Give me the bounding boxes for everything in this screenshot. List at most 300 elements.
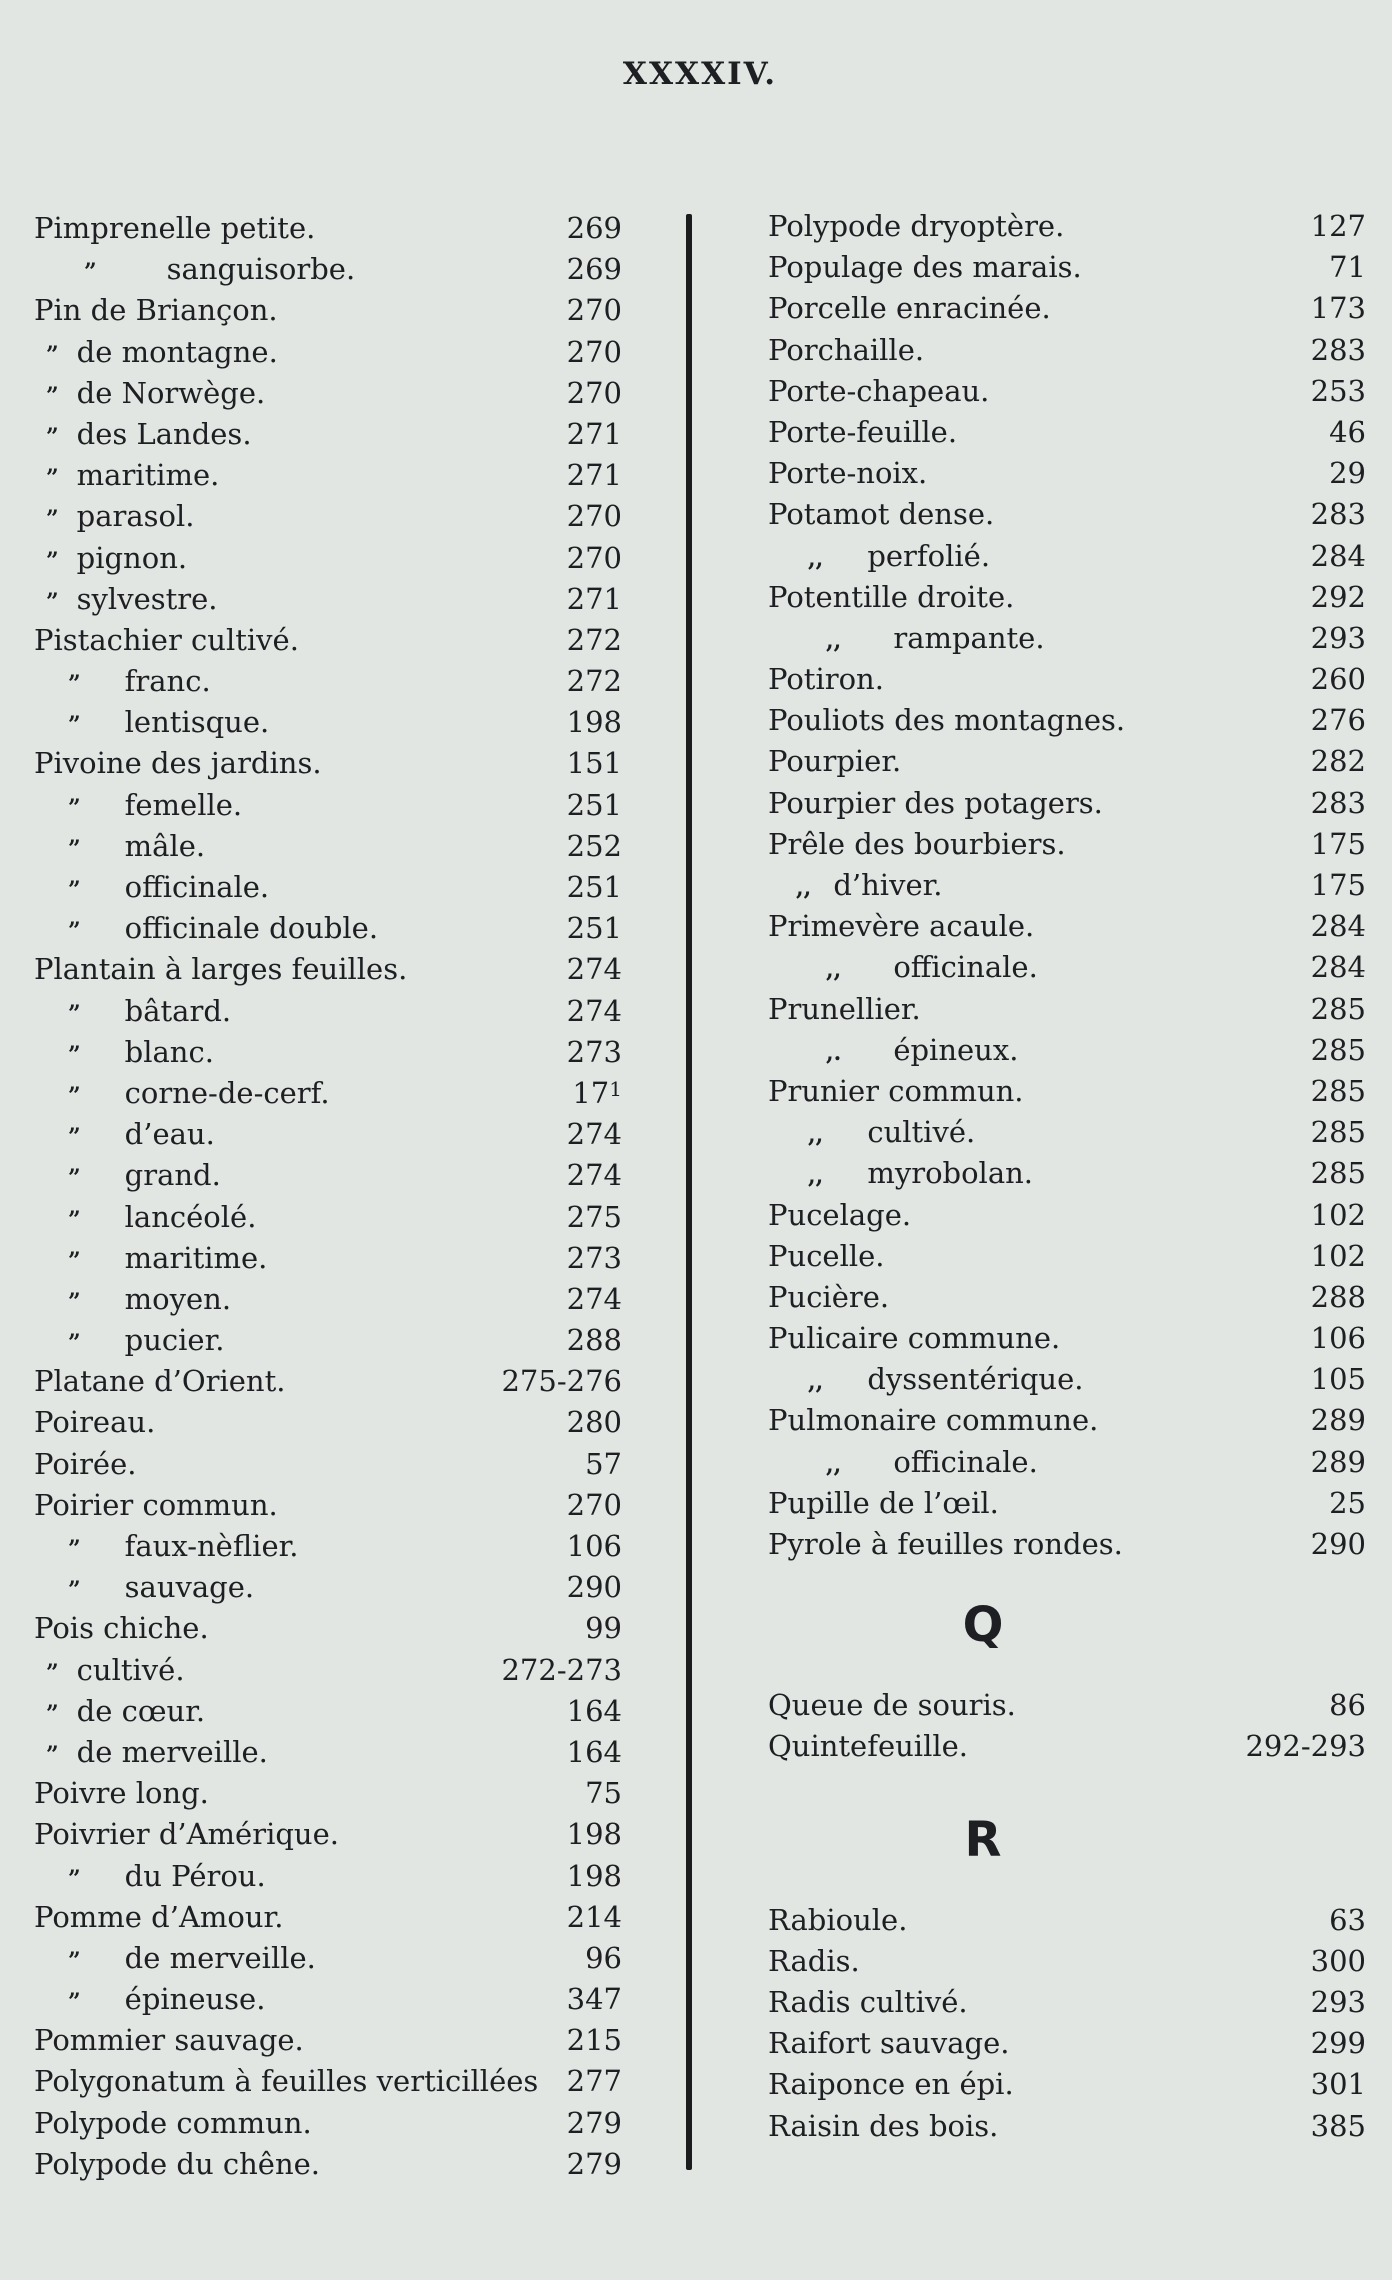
- entry-text: sauvage.: [124, 1570, 255, 1605]
- ditto-mark: ”: [68, 1165, 81, 1192]
- entry-page: [1311, 1442, 1366, 1483]
- entry-text: officinale double.: [124, 911, 379, 946]
- entry-page: [1311, 206, 1366, 247]
- entry-text: Pouliots des montagnes.: [768, 703, 1126, 738]
- entry-text: officinale.: [893, 1444, 1038, 1479]
- entry-page-number: 285: [1310, 1115, 1366, 1150]
- entry-text: Poirier commun.: [34, 1487, 278, 1522]
- entry-page-number: 271: [566, 416, 622, 451]
- index-entry: [768, 1236, 1366, 1277]
- ditto-mark: ,,: [826, 627, 842, 654]
- entry-page-number: 274: [566, 1117, 622, 1152]
- index-entry: [768, 288, 1366, 329]
- entry-page: [1311, 2064, 1366, 2105]
- entry-page-number: 270: [566, 1487, 622, 1522]
- index-entry: [34, 620, 622, 661]
- entry-text: parasol.: [76, 499, 195, 534]
- entry-page-number: 151: [566, 746, 622, 781]
- entry-label: [34, 2061, 538, 2102]
- entry-page-number: 272: [566, 622, 622, 657]
- entry-text: officinale.: [893, 950, 1038, 985]
- entry-page-number: 127: [1310, 209, 1366, 243]
- entry-page: [567, 1197, 622, 1238]
- right-column: [768, 206, 1366, 2147]
- entry-label: [34, 949, 407, 990]
- entry-page-number: 198: [566, 1817, 622, 1852]
- entry-page: [567, 414, 622, 455]
- entry-page: [1311, 1359, 1366, 1400]
- entry-page-number: 271: [566, 458, 622, 493]
- ditto-mark: ”: [68, 794, 81, 821]
- entry-page-number: 71: [1329, 250, 1366, 285]
- index-entry: [34, 414, 622, 455]
- index-entry: [768, 536, 1366, 577]
- section-gap: [768, 1657, 1366, 1685]
- entry-page: [1311, 865, 1366, 906]
- entry-page-number: 289: [1310, 1444, 1366, 1479]
- entry-page: [1311, 494, 1366, 535]
- entry-label: [768, 412, 957, 453]
- entry-label: [68, 1856, 266, 1900]
- entry-page: [1329, 1900, 1366, 1941]
- entry-page-number: 283: [1310, 332, 1366, 367]
- entry-text: Prunellier.: [768, 991, 921, 1026]
- entry-label: [768, 1726, 968, 1767]
- index-entry: [34, 1114, 622, 1155]
- entry-text: sanguisorbe.: [166, 252, 356, 287]
- entry-page-number: 105: [1310, 1362, 1366, 1397]
- entry-label: [68, 785, 242, 829]
- section-gap: [768, 1872, 1366, 1900]
- entry-page-number: 99: [585, 1611, 622, 1646]
- ditto-mark: ,,: [808, 545, 824, 572]
- entry-page: [1245, 1726, 1366, 1767]
- index-entry: [34, 785, 622, 826]
- entry-label: [34, 1444, 136, 1485]
- entry-page-number: 29: [1329, 456, 1366, 491]
- index-entry: [34, 496, 622, 537]
- ditto-mark: ”: [46, 547, 59, 574]
- entry-page-number: 269: [566, 252, 622, 287]
- index-entry: [768, 865, 1366, 906]
- index-entry: [34, 1155, 622, 1196]
- entry-page: [572, 1073, 622, 1114]
- entry-label: [34, 743, 322, 784]
- entry-label: [768, 288, 1051, 329]
- entry-page-number: 215: [566, 2023, 622, 2058]
- entry-page-number: 275-276: [501, 1364, 622, 1399]
- entry-text: pignon.: [76, 540, 188, 575]
- entry-page-number: 274: [566, 1158, 622, 1193]
- entry-label: [768, 1195, 911, 1236]
- index-entry: [34, 1691, 622, 1732]
- entry-page-number: 214: [566, 1899, 622, 1934]
- index-entry: [34, 702, 622, 743]
- entry-text: Pulicaire commune.: [768, 1321, 1061, 1356]
- entry-page-number: 164: [566, 1734, 622, 1769]
- entry-label: [34, 1402, 155, 1443]
- entry-label: [768, 1483, 999, 1524]
- entry-page: [1311, 1071, 1366, 1112]
- ditto-mark: ”: [68, 1577, 81, 1604]
- entry-text: Poireau.: [34, 1405, 156, 1440]
- entry-text: Pimprenelle petite.: [34, 211, 316, 245]
- ditto-mark: ”: [46, 588, 59, 615]
- entry-label: [768, 453, 927, 494]
- entry-label: [46, 332, 278, 376]
- index-entry: [768, 494, 1366, 535]
- index-entry: [768, 1359, 1366, 1400]
- index-entry: [34, 290, 622, 331]
- entry-page: [1311, 741, 1366, 782]
- entry-text: Poivrier d’Amérique.: [34, 1817, 339, 1852]
- index-entry: [34, 1526, 622, 1567]
- entry-text: de merveille.: [124, 1940, 316, 1975]
- entry-page: [567, 1114, 622, 1155]
- index-entry: [768, 659, 1366, 700]
- index-entry: [768, 1153, 1366, 1194]
- index-entry: [34, 2144, 622, 2185]
- ditto-mark: ”: [46, 506, 59, 533]
- entry-text: Porcelle enracinée.: [768, 291, 1051, 326]
- entry-label: [68, 867, 269, 911]
- entry-text: corne-de-cerf.: [124, 1075, 330, 1110]
- index-entry: [34, 1773, 622, 1814]
- entry-label: [768, 1318, 1060, 1359]
- entry-text: officinale.: [124, 870, 270, 904]
- entry-page-number: 270: [566, 334, 622, 369]
- entry-label: [34, 2103, 312, 2144]
- index-entry: [34, 1979, 622, 2020]
- entry-label: [34, 2144, 320, 2185]
- entry-text: Potamot dense.: [768, 497, 995, 532]
- index-entry: [34, 991, 622, 1032]
- entry-label: [826, 947, 1038, 991]
- index-entry: [34, 1279, 622, 1320]
- section-r-entries: [768, 1900, 1366, 2147]
- entry-page-number: 284: [1310, 538, 1366, 573]
- entry-text: bâtard.: [124, 993, 232, 1028]
- ditto-mark: ”: [46, 465, 59, 492]
- ditto-mark: ”: [68, 835, 81, 862]
- entry-page-number: 293: [1310, 620, 1366, 655]
- index-entry: [768, 783, 1366, 824]
- ditto-mark: ”: [46, 1700, 59, 1727]
- index-entry: [34, 2020, 622, 2061]
- entry-text: cultivé.: [867, 1115, 976, 1150]
- entry-page: [1311, 783, 1366, 824]
- entry-page-number: 86: [1329, 1688, 1366, 1723]
- entry-page: [567, 702, 622, 743]
- entry-page-number: 198: [566, 1858, 622, 1893]
- ditto-mark: ”: [68, 712, 81, 739]
- entry-label: [46, 538, 187, 582]
- index-entry: [768, 1442, 1366, 1483]
- index-entry: [768, 741, 1366, 782]
- entry-label: [768, 1685, 1016, 1726]
- entry-page-number: 285: [1310, 991, 1366, 1026]
- index-entry: [34, 1608, 622, 1649]
- entry-text: lentisque.: [124, 705, 270, 740]
- entry-label: [768, 783, 1103, 824]
- entry-page-number: 251: [566, 787, 622, 822]
- section-q-entries: [768, 1685, 1366, 1767]
- section-gap: [768, 1768, 1366, 1808]
- index-entry: [768, 1318, 1366, 1359]
- entry-page-number: 57: [585, 1446, 622, 1481]
- entry-text: Rabioule.: [768, 1902, 908, 1937]
- entry-label: [768, 906, 1034, 947]
- entry-label: [68, 908, 378, 952]
- entry-page: [567, 1402, 622, 1443]
- index-entry: [768, 1524, 1366, 1565]
- entry-page-number: 283: [1310, 497, 1366, 532]
- entry-page: [567, 579, 622, 620]
- entry-page: [501, 1650, 622, 1691]
- entry-label: [808, 1112, 975, 1156]
- index-entry: [768, 330, 1366, 371]
- entry-page-number: 270: [566, 540, 622, 575]
- page-number: XXXXIV.: [622, 56, 778, 92]
- entry-page: [1329, 1483, 1366, 1524]
- entry-page-number: 279: [566, 2146, 622, 2181]
- index-entry: [768, 700, 1366, 741]
- section-letter-q: Q: [962, 1597, 1004, 1654]
- entry-text: Pin de Briançon.: [34, 293, 278, 328]
- entry-text: Porte-noix.: [768, 456, 928, 491]
- entry-label: [68, 1526, 299, 1570]
- entry-page: [1311, 659, 1366, 700]
- entry-page: [567, 496, 622, 537]
- entry-page: [1311, 2106, 1366, 2147]
- entry-label: [46, 1650, 185, 1694]
- entry-page: [567, 332, 622, 373]
- entry-label: [68, 991, 231, 1035]
- entry-label: [34, 1361, 285, 1402]
- left-column: [34, 208, 622, 2185]
- entry-page: [1311, 1112, 1366, 1153]
- entry-label: [768, 741, 901, 782]
- entry-label: [826, 1442, 1038, 1486]
- entry-page-number: 284: [1310, 950, 1366, 985]
- index-entry: [34, 949, 622, 990]
- entry-text: Pupille de l’œil.: [768, 1485, 999, 1520]
- entry-label: [34, 1773, 209, 1814]
- entry-label: [768, 247, 1082, 288]
- entry-page-number: 292: [1310, 579, 1366, 614]
- entry-text: Porte-feuille.: [768, 414, 958, 449]
- entry-label: [768, 1277, 889, 1318]
- index-entry: [34, 1238, 622, 1279]
- ditto-mark: ”: [84, 259, 97, 286]
- entry-text: Polygonatum à feuilles verticillées: [34, 2064, 539, 2099]
- entry-page: [1311, 906, 1366, 947]
- entry-text: Potiron.: [768, 662, 884, 697]
- index-entry: [768, 2106, 1366, 2147]
- index-entry: [34, 249, 622, 290]
- entry-page-number: 270: [566, 293, 622, 328]
- entry-page-number: 272-273: [501, 1652, 622, 1687]
- entry-text: de montagne.: [76, 334, 278, 369]
- entry-text: Queue de souris.: [768, 1688, 1016, 1723]
- index-entry: [34, 1402, 622, 1443]
- entry-page: [567, 290, 622, 331]
- entry-page: [567, 538, 622, 579]
- index-entry: [768, 824, 1366, 865]
- ditto-mark: ”: [46, 341, 59, 368]
- entry-page-number: 102: [1310, 1197, 1366, 1232]
- entry-text: Prêle des bourbiers.: [768, 826, 1066, 861]
- entry-page: [1311, 1400, 1366, 1441]
- entry-page-number: 283: [1310, 785, 1366, 820]
- entry-page: [567, 949, 622, 990]
- entry-page-number: 251: [566, 870, 622, 904]
- entry-page: [1311, 1236, 1366, 1277]
- entry-text: maritime.: [124, 1240, 268, 1275]
- entry-page: [567, 1238, 622, 1279]
- index-entry: [34, 908, 622, 949]
- entry-page-number: 288: [1310, 1279, 1366, 1314]
- entry-label: [768, 659, 884, 700]
- ditto-mark: ”: [46, 1659, 59, 1686]
- index-entry: [768, 947, 1366, 988]
- column-divider: [686, 214, 692, 2170]
- entry-page-number: 251: [566, 911, 622, 946]
- entry-text: des Landes.: [76, 416, 252, 451]
- entry-label: [68, 661, 211, 705]
- entry-label: [768, 1982, 968, 2023]
- entry-label: [768, 577, 1014, 618]
- entry-page-number: 25: [1329, 1485, 1366, 1520]
- entry-page: [1329, 412, 1366, 453]
- section-gap: [768, 1565, 1366, 1593]
- entry-page: [1329, 247, 1366, 288]
- entry-page: [1311, 618, 1366, 659]
- entry-label: [34, 620, 299, 661]
- entry-text: d’hiver.: [833, 868, 943, 902]
- entry-page-number: 282: [1310, 744, 1366, 779]
- entry-page: [567, 1691, 622, 1732]
- entry-page: [1329, 453, 1366, 494]
- entry-page-number: 274: [566, 993, 622, 1028]
- index-entry: [768, 2023, 1366, 2064]
- entry-text: d’eau.: [124, 1117, 215, 1152]
- entry-label: [768, 371, 989, 412]
- entry-label: [808, 1153, 1033, 1197]
- entry-page-number: 106: [566, 1529, 622, 1563]
- entry-text: Radis cultivé.: [768, 1984, 968, 2019]
- ditto-mark: ”: [46, 1741, 59, 1768]
- index-entry: [768, 577, 1366, 618]
- entry-page-number: 299: [1310, 2026, 1366, 2061]
- index-entry: [34, 2103, 622, 2144]
- entry-label: [808, 536, 990, 580]
- entry-page-number: 273: [566, 1034, 622, 1069]
- entry-page: [567, 1526, 622, 1567]
- entry-text: Pomme d’Amour.: [34, 1899, 284, 1934]
- ditto-mark: ,,: [808, 1369, 824, 1396]
- entry-page: [1311, 947, 1366, 988]
- entry-label: [796, 865, 943, 909]
- entry-label: [68, 1320, 224, 1364]
- ditto-mark: ”: [68, 1124, 81, 1151]
- entry-label: [34, 1485, 278, 1526]
- index-entry: [34, 1732, 622, 1773]
- entry-label: [68, 1979, 265, 2023]
- entry-label: [768, 494, 994, 535]
- index-entry: [34, 1197, 622, 1238]
- ditto-mark: ”: [68, 671, 81, 698]
- entry-label: [68, 1197, 256, 1241]
- entry-text: sylvestre.: [76, 581, 218, 616]
- entry-page-superscript: 1: [609, 1076, 622, 1101]
- entry-text: de cœur.: [76, 1693, 206, 1728]
- index-entry: [34, 373, 622, 414]
- entry-page-number: 270: [566, 499, 622, 534]
- entry-page: [1311, 989, 1366, 1030]
- entry-text: Polypode du chêne.: [34, 2146, 321, 2181]
- index-entry: [34, 1444, 622, 1485]
- entry-text: Pourpier.: [768, 744, 902, 779]
- entry-page: [1311, 1030, 1366, 1071]
- entry-label: [68, 1567, 254, 1611]
- entry-label: [768, 1236, 885, 1277]
- entry-text: épineux.: [893, 1032, 1019, 1067]
- entry-label: [768, 2064, 1014, 2105]
- entry-page: [1311, 1941, 1366, 1982]
- entry-text: myrobolan.: [867, 1156, 1034, 1191]
- entry-page-number: 102: [1310, 1238, 1366, 1273]
- index-entry: [768, 247, 1366, 288]
- entry-text: blanc.: [124, 1034, 214, 1069]
- entry-page: [567, 1567, 622, 1608]
- index-entry: [768, 1982, 1366, 2023]
- entry-text: rampante.: [893, 620, 1045, 655]
- entry-label: [46, 496, 195, 540]
- index-entry: [34, 1856, 622, 1897]
- index-entry: [768, 1195, 1366, 1236]
- index-entry: [34, 1897, 622, 1938]
- entry-page-number: 288: [566, 1323, 622, 1358]
- entry-page: [1311, 1318, 1366, 1359]
- entry-page: [567, 908, 622, 949]
- entry-page-number: 290: [1310, 1527, 1366, 1561]
- entry-text: Porte-chapeau.: [768, 373, 990, 408]
- entry-text: faux-nèflier.: [124, 1529, 299, 1563]
- entry-label: [68, 826, 205, 870]
- entry-page-number: 280: [566, 1405, 622, 1440]
- entry-page-number: 17: [572, 1075, 610, 1110]
- entry-page: [567, 743, 622, 784]
- entry-text: dyssentérique.: [867, 1362, 1084, 1397]
- index-entry: [768, 1483, 1366, 1524]
- entry-page-number: 385: [1310, 2108, 1366, 2143]
- entry-text: Populage des marais.: [768, 250, 1082, 285]
- entry-text: cultivé.: [76, 1652, 185, 1687]
- index-entry: [768, 1071, 1366, 1112]
- entry-page: [567, 1897, 622, 1938]
- entry-page-number: 175: [1310, 826, 1366, 861]
- entry-page: [1311, 536, 1366, 577]
- index-entry: [34, 1567, 622, 1608]
- entry-page-number: 96: [585, 1940, 622, 1975]
- index-entry: [768, 371, 1366, 412]
- ditto-mark: ”: [68, 1947, 81, 1974]
- entry-label: [46, 579, 218, 623]
- entry-page: [567, 2061, 622, 2102]
- entry-text: Pyrole à feuilles rondes.: [768, 1527, 1123, 1561]
- entry-page: [1329, 1685, 1366, 1726]
